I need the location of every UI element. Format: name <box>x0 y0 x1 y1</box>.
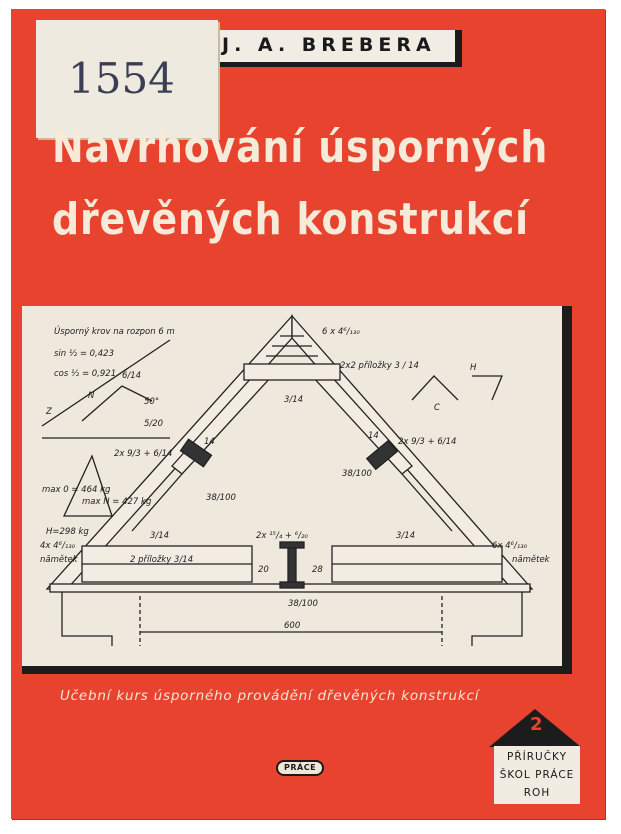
label-3-14-l: 3/14 <box>150 531 170 541</box>
label-38-100-a: 38/100 <box>206 493 236 503</box>
label-namětek-r: nămětek <box>512 555 550 565</box>
label-14-a: 14 <box>204 437 215 447</box>
series-line-2: ŠKOL PRÁCE <box>499 769 575 781</box>
label-span: 600 <box>284 621 301 631</box>
label-ridge: 6 x 4⁶/₁₃₀ <box>322 327 360 337</box>
author-box <box>210 30 462 67</box>
label-h: H <box>470 363 477 373</box>
label-right-joint: 2x 9/3 + 6/14 <box>398 437 457 447</box>
label-z: Z <box>46 407 52 417</box>
label-3-14-r: 3/14 <box>396 531 416 541</box>
label-38-100-b: 38/100 <box>342 469 372 479</box>
publisher-logo: PRÁCE <box>276 760 324 776</box>
author-name: J. A. BREBERA <box>222 34 436 56</box>
force-1: max 0 = 464 kg <box>42 485 111 495</box>
sin-formula: sin ½ = 0,423 <box>54 349 114 359</box>
truss-drawing <box>22 306 572 674</box>
label-ridge-plates: 2x2 příložky 3 / 14 <box>340 361 419 371</box>
label-left-foot: 4x 4⁶/₁₃₀ <box>40 541 76 551</box>
force-h: H=298 kg <box>46 527 89 537</box>
inventory-sticker <box>36 20 218 138</box>
course-subtitle: Učební kurs úsporného provádění dřevěných konstrukcí <box>60 688 480 704</box>
label-namětek-l: nămětek <box>40 555 78 565</box>
drawing-heading: Úsporný krov na rozpon 6 m <box>54 327 175 337</box>
ibeam-top <box>280 542 304 548</box>
label-20-a: 20 <box>258 565 269 575</box>
cos-formula: cos ½ = 0,921 <box>54 369 117 379</box>
detail-sketch-1 <box>412 376 458 400</box>
series-line-1: PŘÍRUČKY <box>507 751 567 763</box>
label-prilozky: 2 příložky 3/14 <box>130 555 194 565</box>
left-strut <box>172 366 272 474</box>
label-5-20: 5/20 <box>144 419 164 429</box>
label-3-14-a: 3/14 <box>284 395 304 405</box>
series-number: 2 <box>530 714 543 735</box>
label-left-joint: 2x 9/3 + 6/14 <box>114 449 173 459</box>
label-38-100-c: 38/100 <box>288 599 318 609</box>
ibeam-bottom <box>280 582 304 588</box>
ibeam-web <box>288 548 296 582</box>
right-strut <box>312 366 412 474</box>
angle-label: 50° <box>144 397 160 407</box>
label-n: N <box>88 391 95 401</box>
force-2: max N = 427 kg <box>82 497 152 507</box>
left-wall <box>62 592 112 646</box>
truss-svg <box>22 306 562 666</box>
detail-sketch-2 <box>472 376 502 400</box>
title-line-1: Navrhování úsporných <box>52 122 549 173</box>
label-28: 28 <box>312 565 323 575</box>
label-right-foot: 6x 4⁶/₁₃₀ <box>492 541 528 551</box>
title-line-2: dřevěných konstrukcí <box>52 194 529 245</box>
series-line-3: ROH <box>523 787 551 799</box>
label-c: C <box>434 403 440 413</box>
label-6-14: 6/14 <box>122 371 142 381</box>
right-wall <box>472 592 522 646</box>
label-center-top: 2x ¹⁵/₄ + ⁶/₂₀ <box>256 531 308 541</box>
collar-beam <box>244 364 340 380</box>
label-14-b: 14 <box>368 431 379 441</box>
inventory-number: 1554 <box>68 54 175 103</box>
series-box <box>494 746 580 804</box>
